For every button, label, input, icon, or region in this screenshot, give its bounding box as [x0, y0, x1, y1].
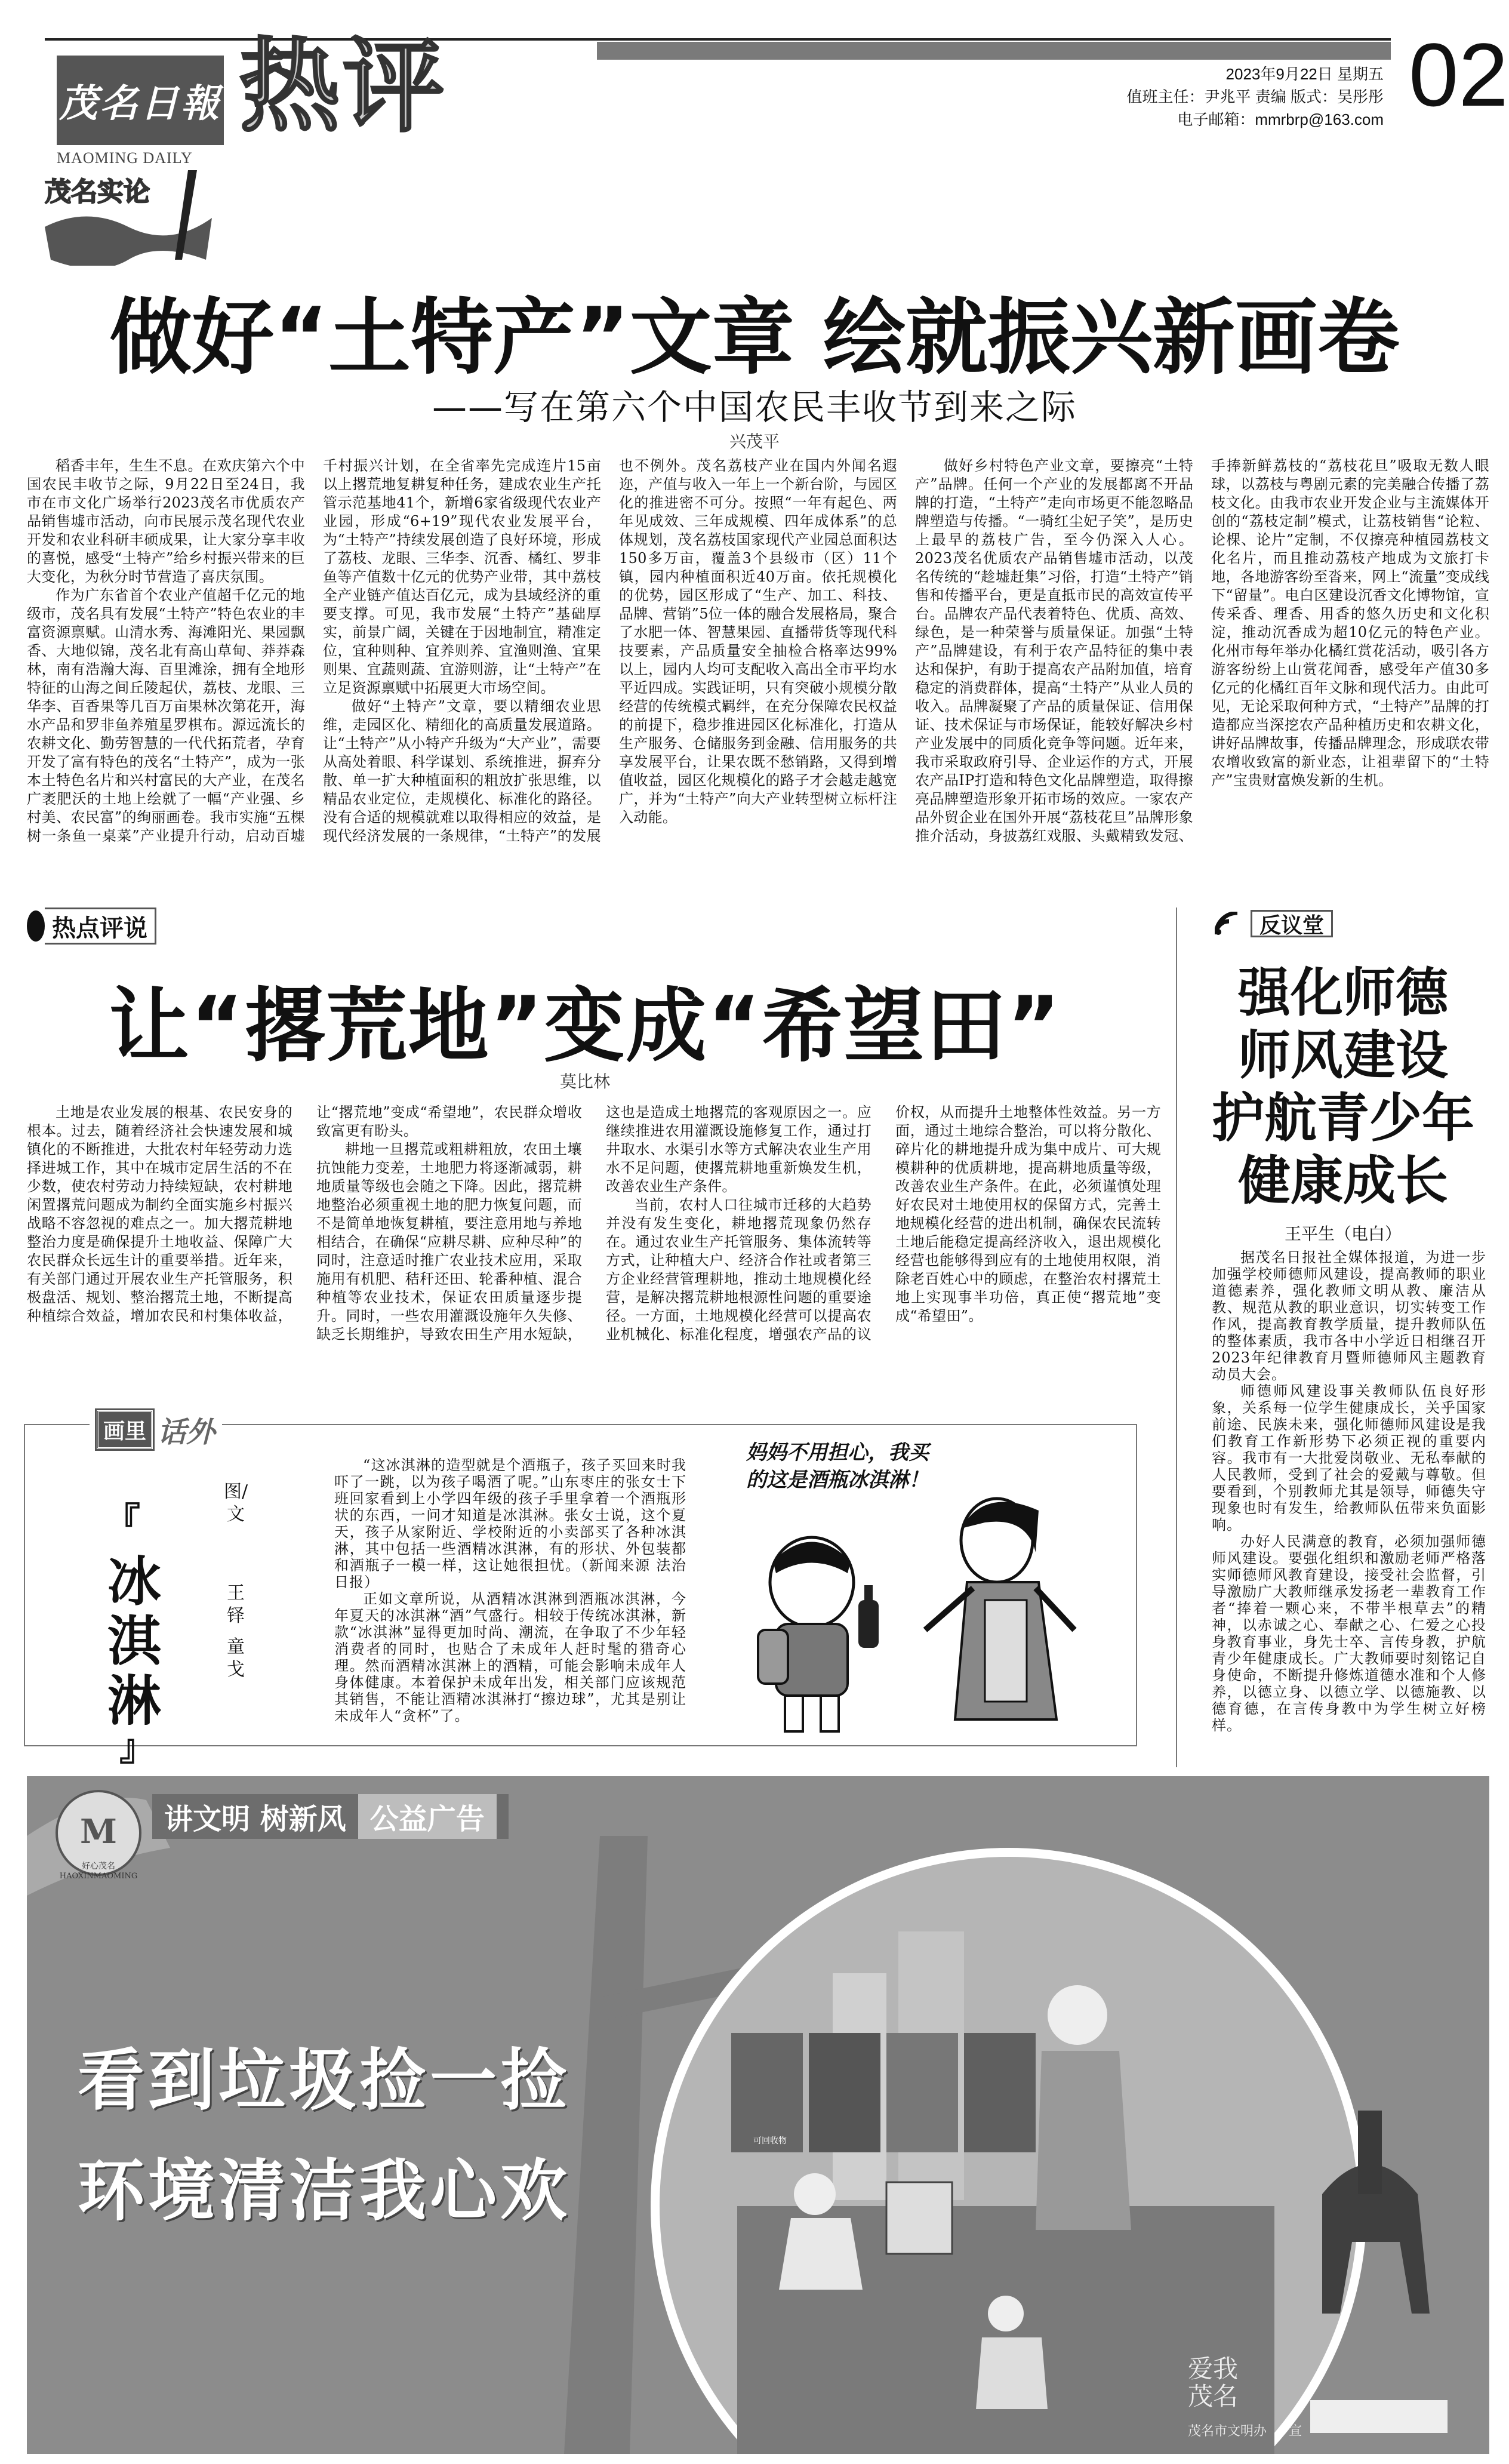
cartoon-column-label [90, 1409, 222, 1450]
cartoon-illustration [704, 1433, 1134, 1743]
bullet-icon [27, 910, 45, 942]
article1-title: 做好“土特产”文章 绘就振兴新画卷 [109, 290, 1400, 386]
paragraph: 当前，农村人口往城市迁移的大趋势并没有发生变化，耕地撂荒现象仍然存在。通过农业生产托管服务、集体流转等方式，让种植大户、经济合作社或者第三方企业经营管理耕地，推动土地规模化经营，是解决撂荒耕地根源性问题的重要途径。一方面，土地规模化经营可以提高农业机械化、标准化程度，增强农产品的议价权，从而提升土地整体性效益。另一方面，通过土地综合整治，可以将分散化、碎片化的耕地提升成为集中成片、可大规模耕种的优质耕地，提高耕地质量等级，改善农业生产条件。在此，必须谨慎处理好农民对土地使用权的保留方式，完善土地规模化经营的进出机制，确保农民流转土地后能稳定提高经济收入，退出规模化经营也能够得到应有的土地使用权限，消除老百姓心中的顾虑，在整治农村撂荒土地上实现事半功倍，真正使“撂荒地”变成“希望田”。 [606, 1104, 1161, 1343]
issue-editors: 值班主任：尹兆平 责编 版式：吴彤彤 [1126, 88, 1384, 106]
paragraph: 作为广东省首个农业产值超千亿元的地级市，茂名具有发展“土特产”特色农业的丰富资源禀赋。山清水秀、海滩阳光、果园飘香、大地似锦，茂名北有高山草甸、莽莽森林，南有浩瀚大海、百里滩涂，拥有全地形特征的山海之间丘陵起伏，荔枝、龙眼、三华李、百香果等几百万亩果林次第花开，海水产品和罗非鱼养殖星罗棋布。源远流长的农耕文化、勤劳智慧的一代代拓荒者，孕育开发了富有特色的茂名“土特产”，成为一张本土特色名片和兴村富民的大产业，在茂名广袤肥沃的土地上绘就了一幅“产业强、乡村美、农民富”的绚丽画卷。我市实施“五棵树一条鱼一桌菜”产业提升行动，启动百墟千村振兴计划，在全省率先完成连片15亩以上撂荒地复耕复种任务，建成农业生产托管示范基地41个，新增6家省级现代农业产业园，形成“6+19”现代农业发展平台，为“土特产”持续发展创造了良好环境，形成了荔枝、龙眼、三华李、沉香、橘红、罗非鱼等产值数十亿元的优势产业带，其中荔枝全产业链产值达百亿元，成为县域经济的重要支撑。可见，我市发展“土特产”基础厚实，前景广阔，关键在于因地制宜，精准定位，宜种则种、宜养则养、宜渔则渔、宜果则果、宜蔬则蔬、宜游则游，让“土特产”在立足资源禀赋中拓展更大市场空间。 [27, 457, 601, 844]
column-label-text: 热点评说 [45, 908, 156, 945]
ad-sponsor [1188, 2421, 1302, 2440]
masthead-logo-en: MAOMING DAILY [57, 149, 193, 167]
logo-cn-text: 好心茂名 [82, 1862, 115, 1871]
column-label-hot-comment [27, 908, 156, 945]
child-figure [758, 1537, 854, 1731]
slogan-line-2: 环境清洁我心欢 [78, 2152, 571, 2230]
bracket-close-icon: 』 [119, 1727, 155, 1769]
article1-body [27, 457, 1489, 845]
sponsor-suffix: 宣 [1289, 2424, 1302, 2439]
label-stamp: 画里 [97, 1410, 153, 1449]
label-text: 话外 [158, 1416, 215, 1449]
ad-banner [152, 1794, 509, 1839]
paragraph: 师德师风建设事关教师队伍良好形象，关系每一位学生健康成长，关乎国家前途、民族未来，强化师德师风建设是我们教育工作新形势下必须正视的重要内容。我市有一大批爱岗敬业、无私奉献的人民教师，受到了社会的爱戴与尊敬。但要看到，个别教师尤其是领导，师德失守现象也时有发生，给教师队伍带来负面影响。 [1212, 1383, 1486, 1533]
bin-label: 可回收物 [753, 2136, 787, 2146]
article2-body [27, 1103, 1161, 1344]
broadcast-icon [1215, 912, 1245, 936]
title-line: 师风建设 [1237, 1025, 1448, 1086]
title-line: 强化师德 [1237, 962, 1448, 1023]
issue-date: 2023年9月22日 星期五 [1225, 65, 1384, 83]
slogan-line-1: 看到垃圾捡一捡 [78, 2042, 571, 2120]
love-line: 茂名 [1188, 2382, 1239, 2411]
svg-text:M: M [80, 1812, 117, 1851]
paragraph: 耕地一旦撂荒或粗耕粗放，农田土壤抗蚀能力变差，土地肥力将逐渐减弱，耕地质量等级也会随之下降。因此，撂荒耕地整治必须重视土地的肥力恢复问题，而不是简单地恢复耕植，要注意用地与养地相结合，在确保“应耕尽耕、应种尽种”的同时，注意适时推广农业技术应用，采取施用有机肥、秸秆还田、轮番种植、混合种植等农业技术，保证农田质量逐步提升。同时，一些农用灌溉设施年久失修、缺乏长期维护，导致农田生产用水短缺，这也是造成土地撂荒的客观原因之一。应继续推进农用灌溉设施修复工作，通过打井取水、水渠引水等方式解决农业生产用水不足问题，使撂荒耕地重新焕发生机，改善农业生产条件。 [316, 1104, 871, 1343]
issue-email: 电子邮箱：mmrbrp@163.com [1177, 110, 1384, 128]
cartoon-author2: 童戈 [227, 1636, 245, 1680]
article2-title: 让“撂荒地”变成“希望田” [109, 979, 1061, 1073]
masthead-logo: 茂名日報 [57, 56, 224, 145]
paragraph: 正如文章所说，从酒精冰淇淋到酒瓶冰淇淋，今年夏天的冰淇淋“酒”气盛行。相较于传统冰淇淋，新款“冰淇淋”显得更加时尚、潮流，在争取了不少年轻消费者的同时，也贴合了未成年人赶时髦的猎奇心理。然而酒精冰淇淋上的酒精，可能会影响未成年人身体健康。本着保护未成年出发，相关部门应该规范其销售，不能让酒精冰淇淋打“擦边球”，尤其是别让未成年人“贪杯”了。 [334, 1591, 686, 1724]
love-maoming-text [1188, 2355, 1271, 2410]
bracket-open-icon: 『 [104, 1500, 140, 1542]
bottle-icon [858, 1585, 879, 1648]
sponsor-name: 茂名市文明办 [1188, 2424, 1267, 2439]
paragraph: 办好人民满意的教育，必须加强师德师风建设。要强化组织和激励老师严格落实师德师风教育建设，接受社会监督，引导激励广大教师继承发扬老一辈教育工作者“捧着一颗心来，不带半根草去”的精神，以赤诚之心、奉献之心、仁爱之心投身教育事业，身先士卒、言传身教，护航青少年健康成长。广大教师要时刻铭记自身使命，不断提升修炼道德水准和个人修养，以德立身、以德立学、以德施教、以德育德，在言传身教中为学生树立好榜样。 [1212, 1533, 1486, 1734]
love-line: 爱我 [1188, 2354, 1239, 2383]
cartoon-text [334, 1457, 686, 1724]
paragraph: 稻香丰年，生生不息。在欢庆第六个中国农民丰收节之际，9月22日至24日，我市在市文化广场举行2023茂名市优质农产品销售墟市活动，向市民展示茂名现代农业开发和农业科研丰硕成果，让大家分享丰收的喜悦，感受“土特产”给乡村振兴带来的巨大变化，为秋分时节营造了喜庆氛围。 [27, 457, 305, 585]
cartoon-title: 冰淇淋 [107, 1551, 161, 1733]
title-line: 健康成长 [1237, 1150, 1448, 1211]
title-line: 护航青少年 [1211, 1087, 1474, 1149]
article1-subtitle: ——写在第六个中国农民丰收节到来之际 [432, 387, 1077, 427]
column-logo-maoming-shilun [39, 170, 230, 266]
issue-meta [1127, 63, 1384, 131]
cartoon-author1: 王铎 [227, 1583, 245, 1626]
commentary-column-label [1215, 909, 1333, 939]
paragraph: 做好乡村特色产业文章，要擦亮“土特产”品牌。任何一个产业的发展都离不开品牌的打造，“土特产”走向市场更不能忽略品牌塑造与传播。“一骑红尘妃子笑”，是历史上最早的荔枝广告，至今仍深入人心。2023茂名优质农产品销售墟市活动，以茂名传统的“趁墟赶集”习俗，打造“土特产”销售和传播平台，更是直抵市民的高效宣传平台。品牌农产品代表着特色、优质、高效、绿色，是一种荣誉与质量保证。加强“土特产”品牌建设，有利于农产品特征的集中表达和保护，有助于提高农产品附加值，培育稳定的消费群体，提高“土特产”从业人员的收入。品牌凝聚了产品的质量保证、信用保证、技术保证与市场保证，能较好解决乡村产业发展中的同质化竞争等问题。近年来，我市采取政府引导、企业运作的方式，开展农产品IP打造和特色文化品牌塑造，取得擦亮品牌塑造形象开拓市场的效应。一家农产品外贸企业在国外开展“荔枝花旦”品牌形象推介活动，身披荔红戏服、头戴精致发冠、手捧新鲜荔枝的“荔枝花旦”吸取无数人眼球，以荔枝与粤剧元素的完美融合传播了荔枝文化。由我市农业开发企业与主流媒体开创的“荔枝定制”模式，让荔枝销售“论粒、论棵、论片”定制，不仅擦亮种植园荔枝文化名片，而且推动荔枝产地成为文旅打卡地，各地游客纷至沓来，网上“流量”变成线下“留量”。电白区建设沉香文化博物馆，宣传采香、理香、用香的悠久历史和文化积淀，推动沉香成为超10亿元的特色产业。化州市每年举办化橘红赏花活动，吸引各方游客纷纷上山赏花闻香，感受年产值30多亿元的化橘红百年文脉和现代活力。由此可见，无论采取何种方式，“土特产”品牌的打造都应当深挖农产品种植历史和农耕文化，讲好品牌故事，传播品牌理念，形成联农带农增收致富的新业态，让祖辈留下的“土特产”宝贵财富焕发新的生机。 [915, 457, 1489, 844]
section-title: 热评 [239, 27, 447, 146]
column-label: 茂名实论 [45, 177, 150, 207]
article2-author: 莫比林 [559, 1072, 610, 1091]
logo-ring-text: HAOXINMAOMING [59, 1872, 138, 1881]
commentary-author: 王平生（电白） [1284, 1224, 1402, 1244]
column-divider [1176, 908, 1177, 1767]
commentary-label-text: 反议堂 [1251, 910, 1333, 937]
header-bar [597, 42, 1391, 60]
paragraph: 据茂名日报社全媒体报道，为进一步加强学校师德师风建设，提高教师的职业道德素养，强化教师文明从教、廉洁从教、规范从教的职业意识，切实转变工作作风，提高教育教学质量，提升教师队伍的整体素质，我市各中小学近日相继召开2023年纪律教育月暨师德师风主题教育动员大会。 [1212, 1249, 1486, 1383]
paragraph: 土地是农业发展的根基、农民安身的根本。过去，随着经济社会快速发展和城镇化的不断推进，大批农村年轻劳动力选择进城工作，其中在城市定居生活的不在少数，使农村劳动力持续短缺，农村耕地闲置撂荒问题成为制约全面实施乡村振兴战略不容忽视的难点之一。加大撂荒耕地整治力度是确保提升土地收益、保障广大农民群众长远生计的重要举措。近年来，有关部门通过开展农业生产托管服务，积极盘活、规划、整治撂荒土地，不断提高种植综合效益，增加农民和村集体收益，让“撂荒地”变成“希望地”，农民群众增收致富更有盼头。 [27, 1104, 582, 1324]
public-service-ad [27, 1776, 1489, 2454]
mother-figure [925, 1499, 1074, 1719]
commentary-body [1212, 1249, 1486, 1734]
speech-text: 妈妈不用担心，我买的这是酒瓶冰淇淋！ [746, 1441, 929, 1492]
commentary-title [1188, 961, 1498, 1212]
paragraph: 做好“土特产”文章，要以精细农业思维，走园区化、精细化的高质量发展道路。让“土特产”从小特产升级为“大产业”，需要从高处着眼、科学谋划、系统推进，摒弃分散、单一扩大种植面积的粗放扩张思维，以精品农业定位，走规模化、标准化的路径。没有合适的规模就难以取得相应的效益，是现代经济发展的一条规律，“土特产”的发展也不例外。茂名荔枝产业在国内外闻名遐迩，产值与收入一年上一个新台阶，与园区化的推进密不可分。按照“一年有起色、两年见成效、三年成规模、四年成体系”的总体规划，茂名荔枝国家现代产业园总面积达150多万亩，覆盖3个县级市（区）11个镇，园内种植面积近40万亩。依托规模化的优势，园区形成了“生产、加工、科技、品牌、营销”5位一体的融合发展格局，聚合了水肥一体、智慧果园、直播带货等现代科技要素，产品质量安全抽检合格率达99%以上，园内人均可支配收入高出全市平均水平近四成。实践证明，只有突破小规模分散经营的传统模式羁绊，在充分保障农民权益的前提下，稳步推进园区化标准化，打造从生产服务、仓储服务到金融、信用服务的共享发展平台，让果农既不愁销路，又得到增值收益，园区化规模化的路子才会越走越宽广，并为“土特产”向大产业转型树立标杆注入动能。 [323, 457, 897, 844]
paragraph: “这冰淇淋的造型就是个酒瓶子，孩子买回来时我吓了一跳，以为孩子喝酒了呢。”山东枣庄的张女士下班回家看到上小学四年级的孩子手里拿着一个酒瓶形状的东西，一问才知道是冰淇淋。张女士说，这个夏天，孩子从家附近、学校附近的小卖部买了各种冰淇淋，其中包括一些酒精冰淇淋，有的形状、外包装都和酒瓶子一模一样，这让她很担忧。（新闻来源 法治日报） [334, 1457, 686, 1591]
page-number: 02 [1409, 24, 1508, 125]
article1-author: 兴茂平 [729, 432, 780, 451]
banner-tag: 公益广告 [358, 1794, 497, 1839]
banner-text: 讲文明 树新风 [164, 1802, 346, 1836]
cartoon-byline-prefix: 图/文 [224, 1481, 248, 1525]
